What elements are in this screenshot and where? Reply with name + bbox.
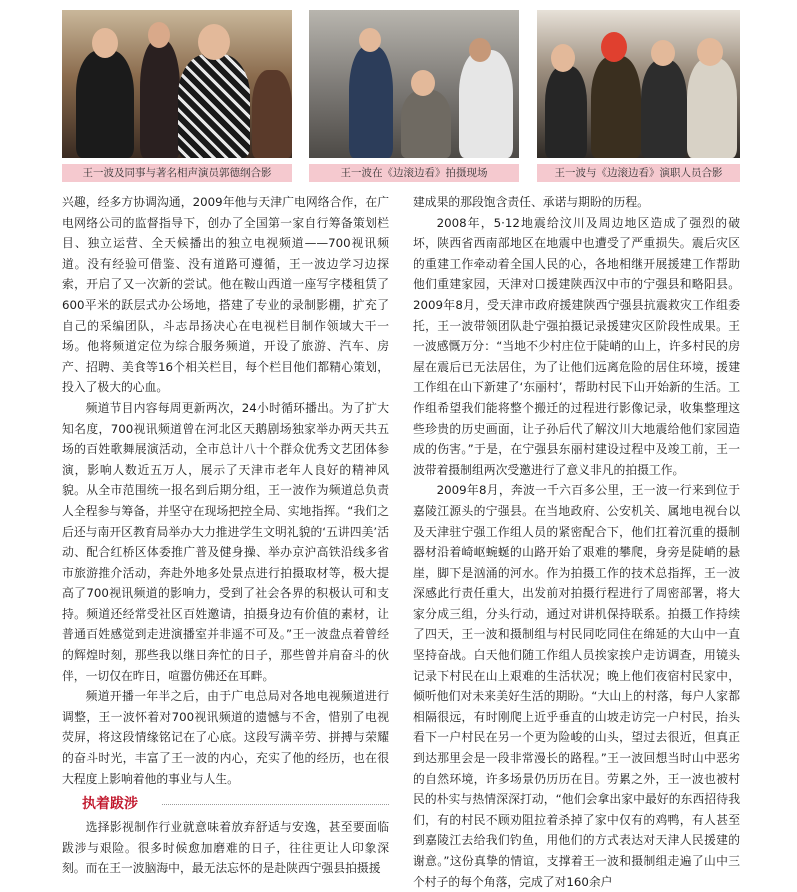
photo-caption: 王一波及同事与著名相声演员郭德纲合影 bbox=[62, 164, 292, 182]
left-column bbox=[62, 192, 389, 879]
paragraph: 频道节目内容每周更新两次，24小时循环播出。为了扩大知名度，700视讯频道曾在河北区天鹅剧场独家举办两天共五场的百姓歌舞展演活动，全市总计八十个群众优秀文艺团体参演，影响人数近五万人，展示了天津市老年人良好的精神风貌。从全市范围统一报名到后期分组，王一波作为频道总负责人全程参与筹备，并坚守在现场把控全局、实地指挥。“我们之后还与南开区教育局举办大力推进学生文明礼貌的‘五讲四美’活动、配合红桥区体委推广普及健身操、举办京沪高铁沿线多省市旅游推介活动，奔赴外地多处景点进行拍摄取材等，极大提高了700视讯频道的影响力，受到了社会各界的积极认可和支持。频道还经常受社区百姓邀请，拍摄身边有价值的素材，让普通百姓感觉到走进演播室并非遥不可及。”王一波盘点着曾经的辉煌时刻，那些我以继日奔忙的日子，那些曾并肩奋斗的伙伴，一切仅在昨日，喧嚣仿佛还在耳畔。 bbox=[62, 400, 389, 683]
photo-guo-degang-group bbox=[62, 10, 292, 158]
photo-caption: 王一波与《边滚边看》演职人员合影 bbox=[537, 164, 740, 182]
section-title: 执着跋涉 bbox=[62, 796, 138, 812]
paragraph: 建成果的那段饱含责任、承诺与期盼的历程。 bbox=[413, 195, 649, 209]
photo-filming-scene bbox=[309, 10, 519, 158]
photo-cast-crew-group bbox=[537, 10, 740, 158]
section-heading bbox=[62, 793, 389, 815]
paragraph: 兴趣，经多方协调沟通，2009年他与天津广电网络合作，在广电网络公司的监督指导下，创办了全国第一家自行筹备策划栏目、独立运营、全天候播出的独立电视频道——700视讯频道。没有经验可借鉴、没有道路可遵循，王一波边学习边探索，开启了又一次新的尝试。他在鞍山西道一座写字楼租赁了600平米的跃层式办公场地，搭建了专业的录制影棚，扩充了自己的采编团队，斗志昂扬决心在电视栏目制作领域大干一场。他将频道定位为综合服务频道，开设了旅游、汽车、房产、招聘、美食等16个相关栏目，每个栏目他们都精心策划，投入了极大的心血。 bbox=[62, 195, 389, 395]
dotted-divider bbox=[162, 804, 389, 805]
photo-strip bbox=[0, 0, 797, 190]
paragraph: 频道开播一年半之后，由于广电总局对各地电视频道进行调整，王一波怀着对700视讯频道的遗憾与不舍，惜别了电视荧屏，将这段情缘铭记在了心底。这段写满辛劳、拼搏与荣耀的奋斗时光，丰富了王一波的内心，充实了他的经历，也在很大程度上影响着他的事业与人生。 bbox=[62, 689, 389, 786]
paragraph: 2008年，5·12地震给汶川及周边地区造成了强烈的破坏，陕西省西南部地区在地震中也遭受了严重损失。震后灾区的重建工作牵动着全国人民的心，各地相继开展援建工作帮助他们重建家园，天津对口援建陕西汉中市的宁强县和略阳县。2009年8月，受天津市政府援建陕西宁强县抗震救灾工作组委托，王一波带领团队赴宁强拍摄记录援建灾区阶段性成果。王一波感慨万分：“当地不少村庄位于陡峭的山上，许多村民的房屋在震后已无法居住，为了让他们远离危险的居住环境，援建工作组在山下新建了‘东丽村’，帮助村民下山开始新的生活。工作组希望我们能将整个搬迁的过程进行影像记录，收集整理这些珍贵的历史画面，让子孙后代了解汶川大地震给他们家园造成的伤害。”于是，在宁强县东丽村建设过程中及竣工前，王一波带着摄制组两次受邀进行了意义非凡的拍摄工作。 bbox=[413, 215, 740, 477]
right-column bbox=[413, 192, 740, 892]
paragraph: 选择影视制作行业就意味着放弃舒适与安逸，甚至要面临跋涉与艰险。很多时候愈加磨难的日子，往往更让人印象深刻。而在王一波脑海中，最无法忘怀的是赴陕西宁强县拍摄援 bbox=[62, 820, 389, 876]
paragraph: 2009年8月，奔波一千六百多公里，王一波一行来到位于嘉陵江源头的宁强县。在当地政府、公安机关、属地电视台以及天津驻宁强工作组人员的紧密配合下，他们扛着沉重的摄制器材沿着崎岖蜿蜒的山路开始了艰难的攀爬，身旁是陡峭的悬崖，脚下是汹涌的河水。作为拍摄工作的技术总指挥，王一波深感此行责任重大，出发前对拍摄行程进行了周密部署，将大家分成三组，分头行动，通过对讲机保持联系。拍摄工作持续了四天，王一波和摄制组与村民同吃同住在绵延的大山中一直坚持奋战。白天他们随工作组人员挨家挨户走访调查，用镜头记录下村民在山上艰难的生活状况；晚上他们夜宿村民家中，倾听他们对未来美好生活的期盼。“大山上的村落，每户人家都相隔很远，有时刚爬上近乎垂直的山坡走访完一户村民，抬头看下一户村民在另一个更为险峻的山头，望过去很近，但真正到达那里会是一段非常漫长的路程。”王一波回想当时山中恶劣的自然环境，许多场景仍历历在目。劳累之外，王一波也被村民的朴实与热情深深打动，“他们会拿出家中最好的东西招待我们，有的村民不顾劝阻拉着杀掉了家中仅有的鸡鸭，有人甚至到嘉陵江去给我们钓鱼，用他们的方式表达对天津人民援建的谢意。”这份真挚的情谊，支撑着王一波和摄制组走遍了山中三个村子的每个角落，完成了对160余户 bbox=[413, 483, 740, 889]
photo-caption: 王一波在《边滚边看》拍摄现场 bbox=[309, 164, 519, 182]
